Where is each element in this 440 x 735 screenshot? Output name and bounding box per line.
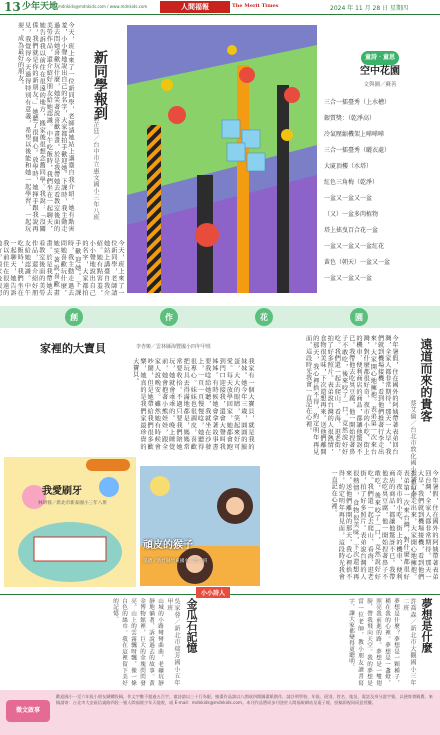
drawing-frame bbox=[140, 466, 260, 586]
poem-line: 三合一擂臺秀（上水槽） bbox=[324, 99, 391, 106]
section-title: 少年天地 bbox=[22, 2, 59, 12]
drawing-badge bbox=[86, 459, 130, 471]
issue-date: 2024 年 11 月 28 日 星期四 bbox=[330, 5, 408, 12]
ribbon-char-2: 作 bbox=[160, 308, 178, 326]
story-body: 我家有一個大寶貝，就是我的妹妹。她今年三歲，圓圓的臉蛋，大大的眼睛，笑起來好可愛。每天放學回家，她都會跑到門口迎接我，還會大聲叫我姊姊。有時候她會拿著故事書要我唸給她聽，我就坐在沙發上，一頁一頁慢慢唸，她聽得很專心。妹妹也很調皮，喜歡把玩具丟得滿地都是，媽媽常常要收拾。不過只要我們陪她玩，她就會乖乖的。晚上睡覺前，她會抱著小熊娃娃，跟全家人說晚安。雖然她有時候會吵鬧，但是她帶給我們很多歡樂，她真的是我們家最珍貴的大寶貝。 bbox=[131, 358, 254, 450]
drawing-title: 我愛刷牙 bbox=[42, 486, 82, 497]
story-body: 今年暑假，住在國外的阿姨帶著表弟回台灣，全家人都非常期待。那天一大早，我們就到機場接機，看到他們推著行李走出來，大家開心地擁抱。表弟第一次來台灣，對什麼都很好奇，夜市的小吃、街上的機車、便利商店的商品，都讓他驚訝不已。我帶他去吃臭豆腐，他一開始捏著鼻子不敢吃，後來咬了一口，竟然說好好吃。我們還一起去爬山、看海、逛老街，拍了好多照片。表弟說台灣的人很熱情，食物很美味，下次還想再來。送他們離開的那天，我心裡捨不得，約定明年再見面，這段時光我會一直記在心裡。 bbox=[304, 335, 398, 455]
poem-line: 大廈頂樓（水塔） bbox=[324, 163, 373, 170]
drawing-frame bbox=[4, 457, 136, 587]
page-number: 13 bbox=[4, 0, 21, 14]
poem-body: 山城的小路彎彎曲曲，老礦坑靜靜地躺著，訴說過去的故事。黃金博物館裡，巨大的金塊閃閃發亮。山上的雲霧飄呀飄，像一條白色的絲巾。我在這裡留下美好的記憶。 bbox=[112, 598, 163, 686]
poem-byline: 許喬森／新北市大觀國小三年二班 bbox=[401, 598, 416, 686]
poem-title: 夢想是什麼 bbox=[420, 598, 433, 653]
poem-byline: 吳家蓉／新北市瑞芳國小五年甲班 bbox=[165, 598, 180, 686]
poem-line: 紅色三角梅（乾淨） bbox=[324, 179, 379, 186]
poem-line: 三合一擂臺秀（曬衣處） bbox=[324, 147, 391, 154]
story-body-continued: 今天，班上來了一位新同學，老師請她站上講臺自我介紹。她有點害羞，小小聲地說出自己的名字，大家都拍手歡迎她。下課時，我主動走過去問她喜歡玩什麼，她笑著說喜歡畫畫。於是我帶她去看教室後面的美勞作品，還介紹好朋友給她認識。中午吃飯時，我們坐在一起聊天，她告訴我以前住在很遠的 bbox=[1, 240, 124, 296]
story-title: 遠道而來的貴客 bbox=[419, 338, 433, 422]
poem-line: 黃色（朝天）一盆又一盆 bbox=[324, 259, 391, 266]
story-title: 家裡的大寶貝 bbox=[40, 342, 106, 355]
story-byline: 劉芷廷／台中市立惠文國小三年八班 bbox=[92, 115, 99, 221]
poem-title: 金瓜石記憶 bbox=[185, 598, 198, 653]
paper-logo-en: The Merit Times bbox=[232, 3, 279, 9]
poem-line: 銀質獎：（乾淨高） bbox=[324, 115, 376, 122]
poem-title: 空中花園 bbox=[360, 66, 400, 77]
poem-section-badge: 小小詩人 bbox=[196, 587, 230, 598]
ribbon-char-1: 創 bbox=[65, 308, 83, 326]
drawing-byline: 張德／新竹縣竹東國小二年三班 bbox=[143, 559, 208, 564]
story-body-continued: 今年暑假，住在國外的阿姨帶著表弟回台灣，全家人都非常期待。那天一大早，我們就到機場接機，看到他們推著行李走出來，大家開心地擁抱。表弟第一次來台灣，對什麼都很好奇，夜市的小吃、街上的機車、便利商店的商品，都讓他驚訝不已。我帶他去吃臭豆腐，他一開始捏著鼻子不敢吃，後來咬了一口，竟然說好好吃。我們還一起去爬山、看海、逛老街，拍了好多照片。表弟說台灣的人很熱情，食物很美味，下次還想再來。送他們離開的那天，我心裡捨不得，約定明年再見面，這段時光我會一直記在心裡。 bbox=[330, 470, 438, 580]
ribbon-char-4: 園 bbox=[350, 308, 368, 326]
poem-line: 塔上搖曳百合花一盆 bbox=[324, 227, 379, 234]
poem-badge-row bbox=[330, 44, 430, 61]
story-byline: 李杏姬／雲林縣海豐國小四年甲班 bbox=[136, 344, 212, 350]
poem-lines bbox=[324, 95, 436, 295]
drawing-title: 頑皮的猴子 bbox=[143, 540, 193, 551]
drawing-byline: 林妍蓉／新北市新泰國小三年八班 bbox=[38, 501, 107, 506]
footer-badge: 徵文啟事 bbox=[6, 700, 50, 722]
poem-line: 一盆又一盆又一盆紅花 bbox=[324, 243, 385, 250]
story-body: 今天，班上來了一位新同學，老師請她站上講臺自我介紹。她有點害羞，小小聲地說出自己的名字，大家都拍手歡迎她。下課時，我主動走過去問她喜歡玩什麼，她笑著說喜歡畫畫。於是我帶她去看教室後面的美勞作品，還介紹好朋友給她認識。中午吃飯時，我們坐在一起聊天，她告訴我以前住在很遠的地方，搬家後很想念舊同學。我說：「沒關係，我們就是你的新朋友。」她聽了很開心。放學時，她揮手跟我說再見，我覺得今天過得特別有意義，希望以後能和她一起學習、一起玩耍，成為最好的朋友。 bbox=[16, 22, 74, 232]
poem-body: 夢想是什麼？夢想是一顆種子，種在我的心裡。夢想是一盞燈，照亮我前進的路。夢想是一雙翅膀，帶我飛向天空。我的夢想是當一位老師，教小朋友讀書寫字，讓大家都變得更聰明。 bbox=[348, 598, 399, 686]
ribbon-char-3: 花 bbox=[255, 308, 273, 326]
footer-text: 歡迎國小一至六年級小朋友踴躍投稿，作文字數不超過五百字，童詩請以三十行為限，繪畫作品請以八開或四開圖畫紙創作，請註明學校、年級、班別、姓名、地址、電話及身分證字號，以便寄發稿費。來稿請寄：台北市大安區信義路四段一號人間福報少年天地收，或 E-mail：mdnkids@mdnkids.com。本刊作品將同步刊登於人間福報網站及電子報，投稿即視同同意授權。 bbox=[56, 694, 433, 705]
poem-illustration bbox=[127, 25, 317, 293]
poem-badge: 童詩‧童思 bbox=[361, 51, 399, 65]
paper-logo: 人間福報 bbox=[160, 1, 230, 13]
poem-line: （又）一盆多肉植物 bbox=[324, 211, 379, 218]
poem-line: 冷氣壓縮機架上嘩嘩嘩 bbox=[324, 131, 385, 138]
section-email: mdnkids@mdnkids.com / www.mdnkids.com bbox=[58, 4, 148, 9]
poem-author: 文與圖／蘇善 bbox=[363, 82, 397, 88]
poem-line: 一盆又一盆又一盆 bbox=[324, 275, 373, 282]
story-title: 新同學報到 bbox=[92, 50, 108, 120]
story-byline: 蔡艾倫／台北市敦化國小六年甲班 bbox=[409, 400, 416, 499]
poem-line: 一盆又一盆又一盆 bbox=[324, 195, 373, 202]
